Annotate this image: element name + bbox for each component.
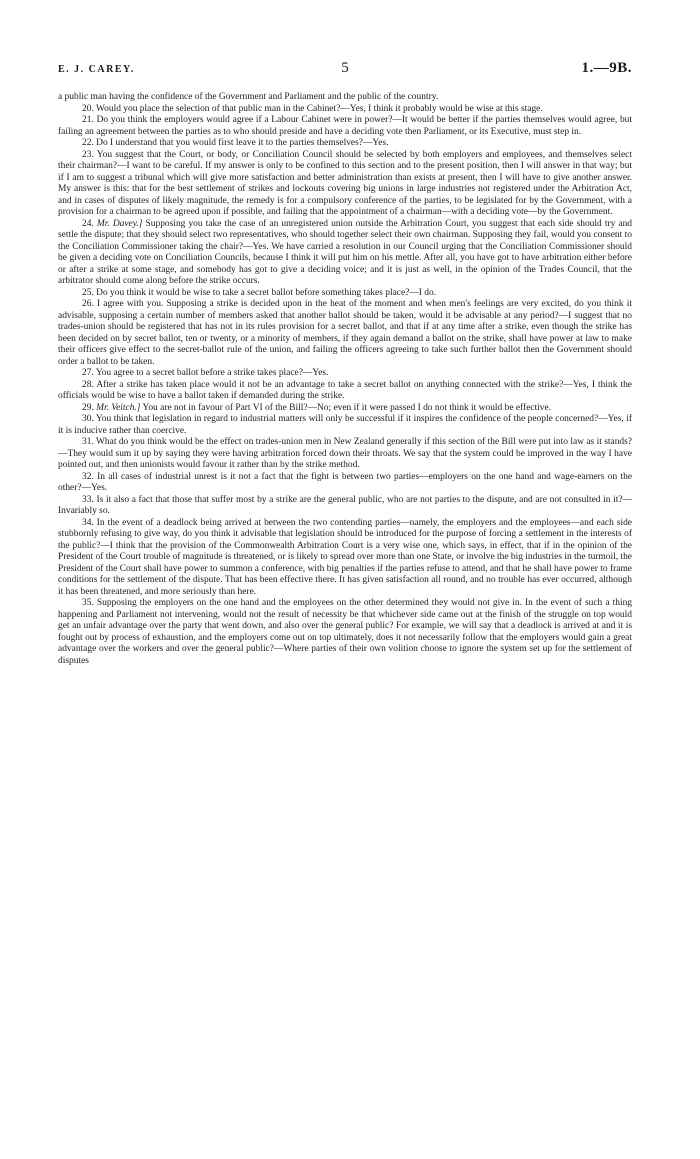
page-header bbox=[58, 60, 632, 82]
paragraph bbox=[58, 495, 632, 518]
paragraph bbox=[58, 104, 632, 116]
paragraph bbox=[58, 299, 632, 368]
paragraph-text: You think that legislation in regard to industrial matters will only be successful if it inspires the confidence of the people concerned?—Yes, if it is inducive rather than coercive. bbox=[58, 414, 632, 436]
paragraph bbox=[58, 380, 632, 403]
paragraph bbox=[58, 138, 632, 150]
question-number: 26. bbox=[82, 299, 94, 309]
question-number: 23. bbox=[82, 149, 94, 160]
paragraph bbox=[58, 518, 632, 599]
question-number: 24. bbox=[82, 218, 94, 229]
paragraph-text: You agree to a secret ballot before a strike takes place?—Yes. bbox=[95, 368, 329, 378]
paragraph bbox=[58, 403, 632, 415]
question-number: 32. bbox=[82, 471, 94, 482]
paragraph-text: Supposing the employers on the one hand and the employees on the other determined they would not give in. In the event of such a thing happening and Parliament not intervening, would not the result of necessity be that whichever side came out at the finish of the struggle on top would get an unfair advantage over the party that went down, and also over the general public? For example, we will say that a deadlock is arrived at and it is fought out by process of exhaustion, and the employers come out on top ultimately, does it not necessarily follow that the employers would gain a great advantage over the workers and over the general public?—Where parties of their own volition choose to ignore the system set up for the settlement of disputes bbox=[58, 598, 633, 666]
paragraph bbox=[58, 219, 632, 288]
paragraph bbox=[58, 150, 632, 219]
paragraph-text: I agree with you. Supposing a strike is decided upon in the heat of the moment and when men's feelings are very excited, do you think it advisable, supposing a certain number of members asked that another ballot should be taken, would it be advisable at any period?—I suggest that no trades-union should be registered that has not in its rules provision for a secret ballot, and that if at any time after a strike, even though the strike has been decided on by secret ballot, ten or twenty, or a minority of members, if they again demand a ballot on the strike, shall have power at law to make their officers give effect to the secret-ballot rule of the union, and failing the officers agreeing to take such further ballot then the Government should order a ballot to be taken. bbox=[58, 299, 633, 367]
question-number: 25. bbox=[82, 287, 94, 298]
speaker-name: Mr. Veitch.] bbox=[96, 402, 141, 413]
question-number: 31. bbox=[82, 437, 94, 447]
page-number: 5 bbox=[341, 60, 349, 76]
document-reference: 1.—9B. bbox=[581, 60, 632, 76]
speaker-name: Mr. Davey.] bbox=[96, 218, 143, 229]
header-witness-name: E. J. CAREY. bbox=[58, 64, 135, 75]
paragraph-text: Do you think the employers would agree if a Labour Cabinet were in power?—It would be better if the parties themselves would agree, but failing an agreement between the parties as to who should preside and have a deciding vote then Parliament, or its Executive, must step in. bbox=[58, 115, 632, 137]
paragraph bbox=[58, 368, 632, 380]
question-number: 21. bbox=[82, 115, 94, 125]
paragraph bbox=[58, 472, 632, 495]
question-number: 22. bbox=[82, 138, 94, 148]
question-number: 35. bbox=[82, 598, 94, 608]
paragraph-text: What do you think would be the effect on trades-union men in New Zealand generally if this section of the Bill were put into law as it stands?—They would sum it up by saying they were having arbitration forced down their throats. We say that the system could be improved in the way I have pointed out, and then unionists would favour it rather than by the strike method. bbox=[58, 437, 632, 470]
paragraph bbox=[58, 115, 632, 138]
paragraph-text: Do you think it would be wise to take a secret ballot before something takes place?—I do. bbox=[96, 287, 437, 298]
paragraph bbox=[58, 288, 632, 300]
paragraph-text: a public man having the confidence of the Government and Parliament and the public of the country. bbox=[58, 92, 439, 102]
paragraph-text: Is it also a fact that those that suffer most by a strike are the general public, who are not parties to the dispute, and are not consulted in it?—Invariably so. bbox=[58, 494, 633, 516]
paragraph bbox=[58, 437, 632, 472]
question-number: 34. bbox=[82, 517, 94, 528]
document-body bbox=[58, 92, 632, 667]
paragraph-text: You suggest that the Court, or body, or Conciliation Council should be selected by both employers and employees, and themselves select their chairman?—I want to be careful. If my answer is only to be confined to this section and to the present position, then I will answer in that way; but if I am to suggest a tribunal which will give more satisfaction and better administration than exists at present, then I will have to give another answer. My answer is this: that for the best settlement of strikes and lockouts covering big unions in large industries not registered under the Arbitration Act, and in cases of disputes of likely magnitude, the remedy is for a compulsory conference of the parties, to be legislated for by the Government, with a provision for a chairman to be agreed upon if possible, and failing that the appointment of a chairman—with a deciding vote—by the Government. bbox=[58, 149, 632, 217]
paragraph-text: After a strike has taken place would it not be an advantage to take a secret ballot on anything connected with the strike?—Yes, I think the officials would be wise to have a ballot taken if demanded during the strike. bbox=[58, 379, 632, 401]
paragraph-text: You are not in favour of Part VI of the Bill?—No; even if it were passed I do not think it would be effective. bbox=[142, 402, 552, 413]
paragraph-text: Supposing you take the case of an unregistered union outside the Arbitration Court, you suggest that each side should try and settle the dispute; that they should select two representatives, who should together select their own chairman. Supposing they fail, would you consent to the Conciliation Commissioner taking the chair?—Yes. We have carried a resolution in our Council urging that the Conciliation Commissioner should be given a deciding vote on Conciliation Councils, because I think it will put him on his mettle. After all, you have got to have arbitration either before or after a strike at some stage, and somebody has got to give a deciding voice; and it is just as well, in the opinion of the Trades Council, that the arbitrator should come along before the strike occurs. bbox=[58, 218, 633, 286]
paragraph-text: Do I understand that you would first leave it to the parties themselves?—Yes. bbox=[96, 138, 389, 148]
document-page bbox=[58, 60, 632, 667]
paragraph-text: Would you place the selection of that public man in the Cabinet?—Yes, I think it probably would be wise at this stage. bbox=[96, 103, 543, 114]
paragraph bbox=[58, 598, 632, 667]
paragraph bbox=[58, 414, 632, 437]
question-number: 20. bbox=[82, 103, 94, 114]
question-number: 28. bbox=[82, 379, 94, 390]
paragraph bbox=[58, 92, 632, 104]
paragraph-text: In all cases of industrial unrest is it not a fact that the fight is between two parties—employers on the one hand and wage-earners on the other?—Yes. bbox=[58, 471, 633, 493]
paragraph-text: In the event of a deadlock being arrived at between the two contending parties—namely, the employers and the employees—and each side stubbornly refusing to give way, do you think it advisable that legislation should be introduced for the purpose of forcing a settlement in the interests of the public?—I think that the provision of the Commonwealth Arbitration Court is a very wise one, which says, in effect, that if in the opinion of the President of the Court trouble of magnitude is threatened, or is likely to spread over more than one State, or involve the big industries in the turmoil, the President of the Court shall have power to summon a conference, with big penalties if the parties refuse to attend, and that he shall have power to frame conditions for the settlement of the dispute. That has been effective there. It has given satisfaction all round, and no trouble has ever occurred, although it has been threatened, and more seriously than here. bbox=[58, 517, 632, 597]
question-number: 29. bbox=[82, 402, 94, 413]
question-number: 27. bbox=[82, 368, 94, 378]
question-number: 33. bbox=[82, 494, 94, 505]
question-number: 30. bbox=[82, 414, 94, 424]
